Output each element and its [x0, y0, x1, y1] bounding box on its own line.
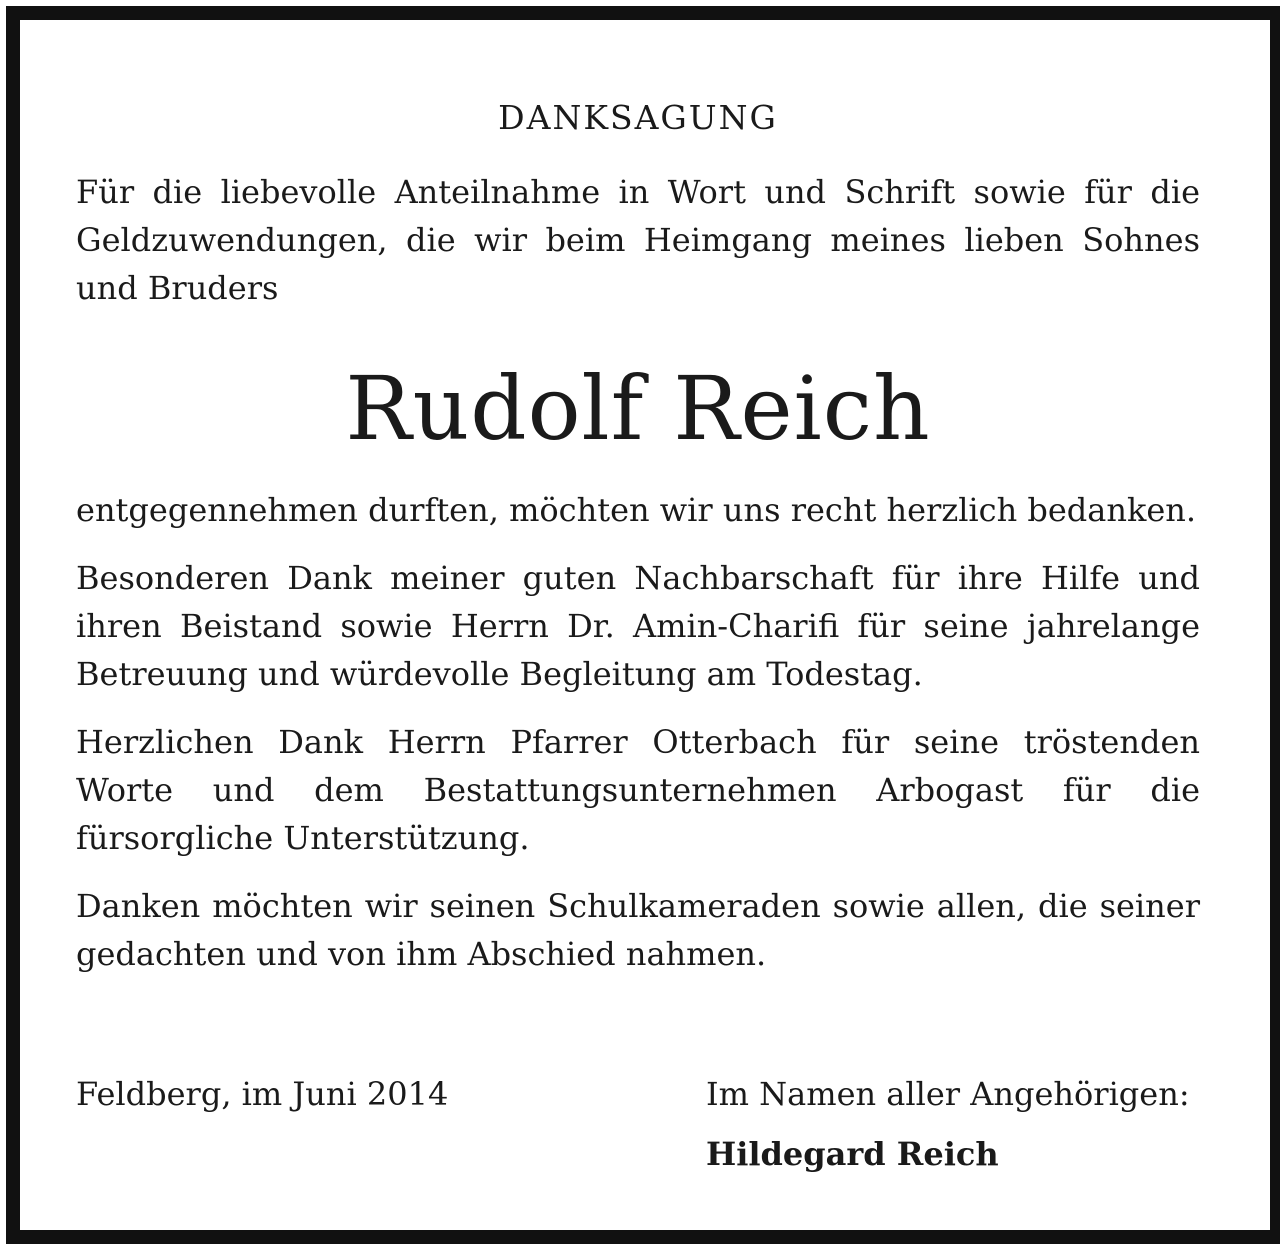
intro-paragraph: Für die liebevolle Anteilnahme in Wort und Schrift sowie für die Geldzuwendungen, die wir beim Heimgang meines lieben Sohnes und Bruders — [76, 173, 1200, 307]
deceased-name: Rudolf Reich — [345, 357, 931, 460]
thanks-paragraph-1: entgegennehmen durften, möchten wir uns recht herzlich bedanken. — [76, 491, 1197, 529]
notice-frame — [6, 6, 1280, 1244]
notice-content — [76, 76, 1200, 1173]
place-date: Feldberg, im Juni 2014 — [76, 1075, 449, 1113]
thanks-paragraph-2: Besonderen Dank meiner guten Nachbarschaft für ihre Hilfe und ihren Beistand sowie Herrn Dr. Amin-Charifi für seine jahrelange Betreuung und würdevolle Begleitung am Todestag. — [76, 559, 1200, 693]
thanks-paragraph-4: Danken möchten wir seinen Schulkameraden sowie allen, die seiner gedachten und von ihm Abschied nahmen. — [76, 887, 1200, 973]
notice-heading: DANKSAGUNG — [498, 98, 778, 137]
notice-footer — [76, 1070, 1200, 1180]
signer-label: Im Namen aller Angehörigen: — [706, 1075, 1190, 1113]
thanks-paragraph-3: Herzlichen Dank Herrn Pfarrer Otterbach für seine tröstenden Worte und dem Bestattungsunternehmen Arbogast für die fürsorgliche Unterstützung. — [76, 723, 1200, 857]
signer-name: Hildegard Reich — [706, 1135, 999, 1173]
